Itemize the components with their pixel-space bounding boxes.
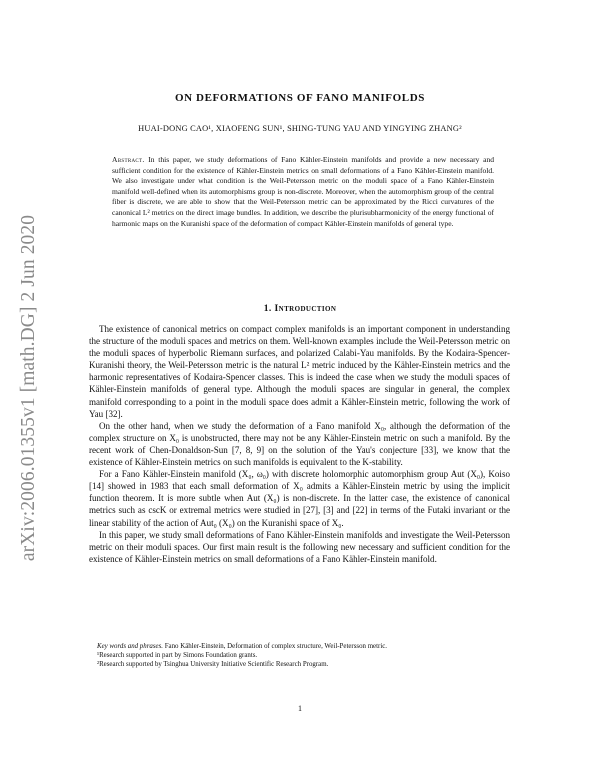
arxiv-identifier-stamp	[14, 178, 44, 598]
keywords-label: Key words and phrases.	[97, 643, 163, 650]
keywords-text: Fano Kähler-Einstein, Deformation of complex structure, Weil-Petersson metric.	[164, 643, 388, 650]
author-list: HUAI-DONG CAO¹, XIAOFENG SUN¹, SHING-TUNG YAU AND YINGYING ZHANG²	[138, 124, 462, 133]
footnote-1: ¹Research supported in part by Simons Foundation grants.	[97, 652, 258, 660]
abstract	[112, 155, 494, 229]
keywords-footnote	[89, 642, 510, 651]
paper-title: ON DEFORMATIONS OF FANO MANIFOLDS	[175, 92, 425, 104]
introduction-body	[89, 323, 510, 565]
abstract-text: In this paper, we study deformations of Fano Kähler-Einstein manifolds and provide a new necessary and sufficient condition for the existence of Kähler-Einstein metrics on small deformations of a Fano Kähler-Einstein manifold. We also investigate under what condition is the Weil-Petersson metric on the moduli space of a Fano Kähler-Einstein manifold well-defined when its automorphisms group is non-discrete. Moreover, when the automorphism group of the central fiber is discrete, we are able to show that the Weil-Petersson metric can be approximated by the Ricci curvatures of the canonical L² metrics on the direct image bundles. In addition, we describe the plurisubharmonicity of the energy functional of harmonic maps on the Kuranishi space of the deformation of compact Kähler-Einstein manifolds of general type.	[112, 155, 494, 228]
paragraph: In this paper, we study small deformations of Fano Kähler-Einstein manifolds and investigate the Weil-Petersson metric on their moduli spaces. Our first main result is the following new necessary and sufficient condition for the existence of Kähler-Einstein metrics on small deformations of a Fano Kähler-Einstein manifold.	[89, 529, 510, 564]
paragraph: On the other hand, when we study the deformation of a Fano manifold X₀, although the deformation of the complex structure on X₀ is unobstructed, there may not be any Kähler-Einstein metric on such a manifold. By the recent work of Chen-Donaldson-Sun [7, 8, 9] on the solution of the Yau's conjecture [33], we know that the existence of Kähler-Einstein metrics on such manifolds is equivalent to the K-stability.	[89, 420, 510, 468]
section-heading-introduction: 1. Introduction	[263, 303, 337, 314]
page-number: 1	[298, 704, 302, 713]
paragraph: For a Fano Kähler-Einstein manifold (X₀, ω₀) with discrete holomorphic automorphism group Aut (X₀), Koiso [14] showed in 1983 that each small deformation of X₀ admits a Kähler-Einstein metric by using the implicit function theorem. It is more subtle when Aut (X₀) is non-discrete. In the latter case, the existence of canonical metrics such as cscK or extremal metrics were studied in [27], [3] and [22] in terms of the Futaki invariant or the linear stability of the action of Aut₀ (X₀) on the Kuranishi space of X₀.	[89, 469, 510, 528]
paragraph: The existence of canonical metrics on compact complex manifolds is an important component in understanding the structure of the moduli spaces and metrics on them. Well-known examples include the Weil-Petersson metric on the moduli spaces of hyperbolic Riemann surfaces, and polarized Calabi-Yau manifolds. By the Kodaira-Spencer-Kuranishi theory, the Weil-Petersson metric is the natural L² metric induced by the Kähler-Einstein metrics and the harmonic representatives of Kodaira-Spencer classes. This is indeed the case when we study the moduli spaces of Kähler-Einstein manifolds of general type. Although the moduli spaces are singular in general, the complex manifold corresponding to a point in the moduli space does admit a Kähler-Einstein metric, following the work of Yau [32].	[89, 324, 510, 419]
abstract-label: Abstract.	[112, 155, 145, 164]
footnote-2: ²Research supported by Tsinghua University Initiative Scientific Research Program.	[97, 661, 329, 669]
footnotes	[89, 642, 510, 670]
arxiv-identifier-text: arXiv:2006.01355v1 [math.DG] 2 Jun 2020	[18, 214, 39, 562]
